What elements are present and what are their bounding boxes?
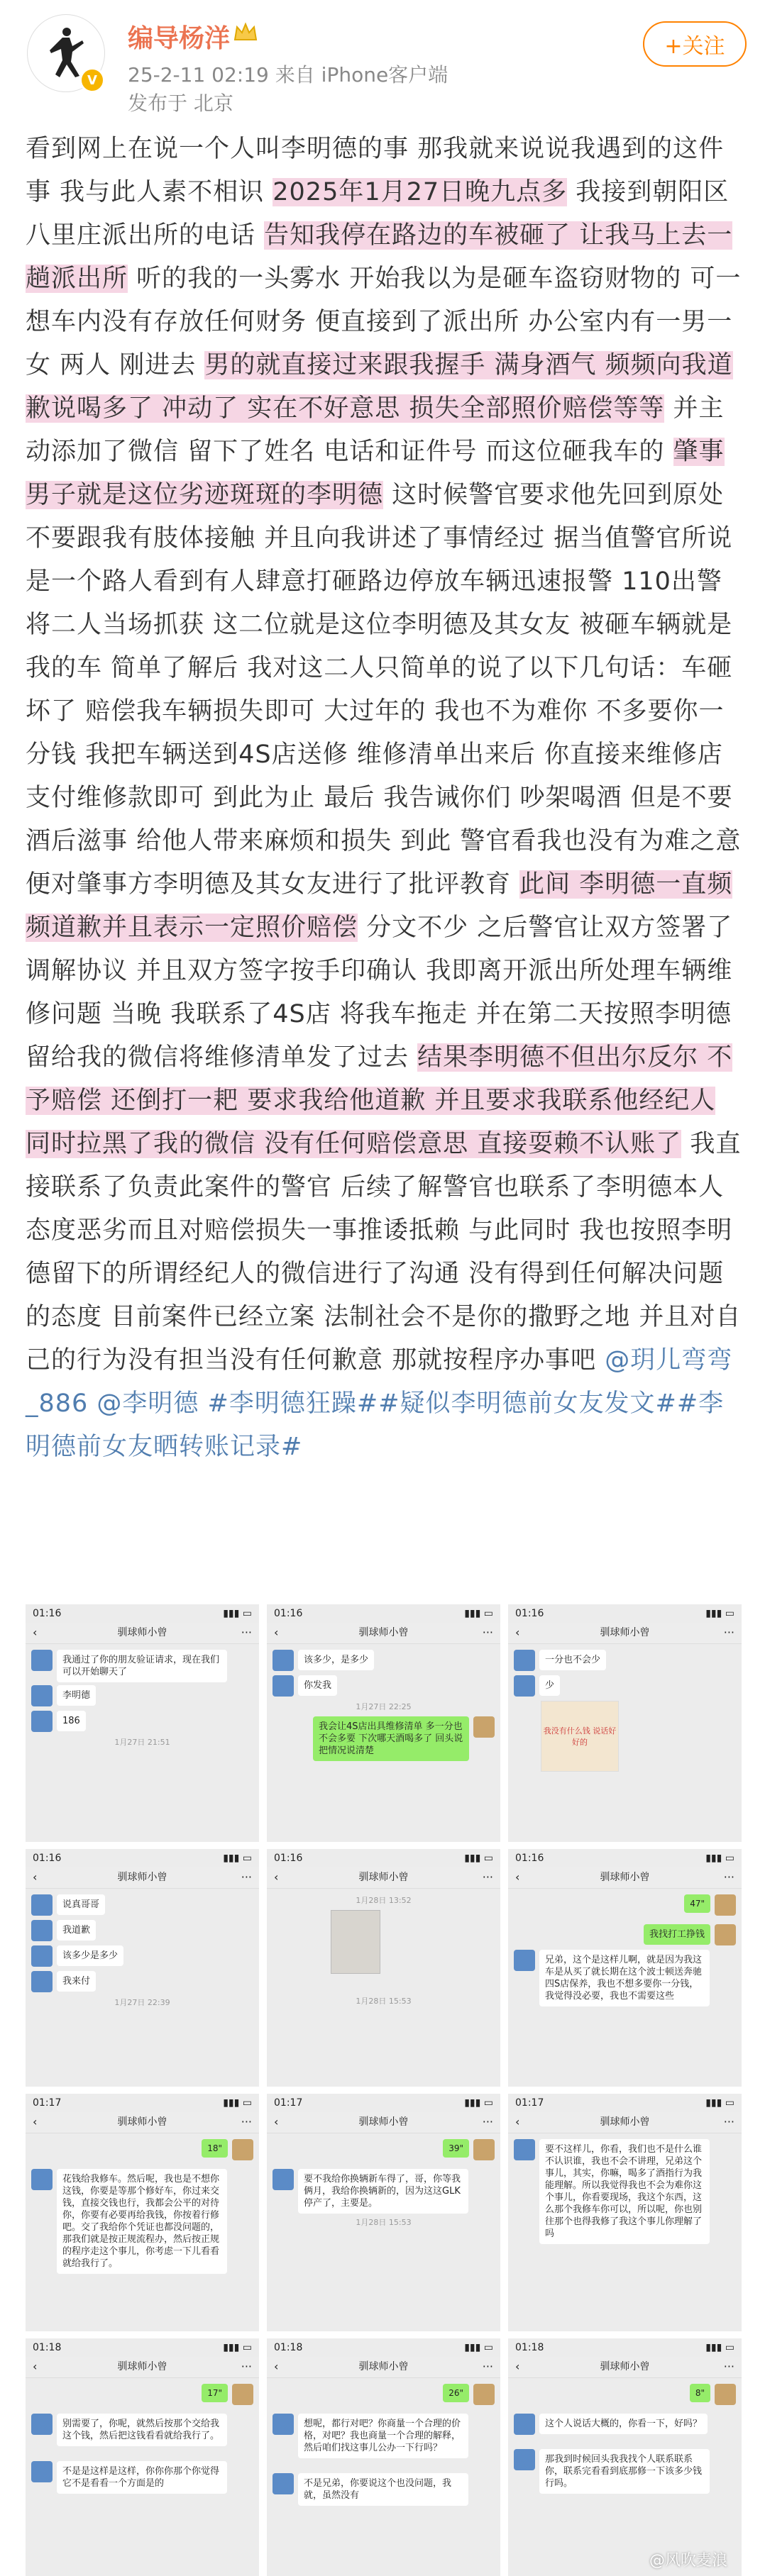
avatar	[31, 1920, 53, 1941]
chat-contact-name: 驯球师小曾	[117, 1872, 167, 1883]
back-arrow-icon[interactable]: ‹	[515, 2115, 520, 2128]
crown-badge-icon	[233, 21, 258, 43]
chat-bubble: 该多少是多少	[57, 1945, 123, 1966]
chat-title-bar	[508, 2112, 742, 2133]
chat-bubble: 我找打工挣钱	[644, 1924, 710, 1945]
chat-bubble: 别需要了，你呢，就然后按那个交给我这个钱，然后把这钱看看就给我行了。	[57, 2414, 227, 2446]
more-icon[interactable]: ···	[482, 2360, 493, 2373]
avatar	[273, 1650, 294, 1671]
avatar	[273, 2473, 294, 2494]
signal-battery-icon: ▮▮▮ ▭	[705, 2342, 734, 2353]
avatar	[715, 2384, 736, 2405]
post-meta: 25-2-11 02:19 来自 iPhone客户端	[128, 63, 448, 87]
verified-badge-icon: V	[79, 67, 105, 93]
avatar	[514, 1650, 535, 1671]
chat-body	[508, 2378, 742, 2576]
more-icon[interactable]: ···	[482, 2115, 493, 2128]
status-time: 01:16	[515, 1608, 544, 1619]
avatar	[31, 2461, 53, 2482]
status-bar	[267, 1849, 500, 1867]
status-time: 01:18	[274, 2342, 303, 2353]
avatar	[31, 2169, 53, 2190]
avatar	[232, 2139, 253, 2160]
status-bar	[267, 1604, 500, 1623]
back-arrow-icon[interactable]: ‹	[33, 1626, 38, 1639]
avatar	[473, 1716, 495, 1738]
status-time: 01:16	[515, 1853, 544, 1864]
avatar	[31, 1711, 53, 1732]
more-icon[interactable]: ···	[482, 1626, 493, 1639]
chat-timestamp: 1月27日 21:51	[114, 1738, 170, 1747]
signal-battery-icon: ▮▮▮ ▭	[223, 1853, 252, 1864]
chat-title-bar	[267, 2112, 500, 2133]
more-icon[interactable]: ···	[723, 2360, 734, 2373]
chat-screenshot[interactable]	[508, 1604, 742, 1842]
post-text: 看到网上在说一个人叫李明德的事 那我就来说说我遇到的这件事 我与此人素不相识	[26, 135, 725, 206]
chat-body	[508, 1644, 742, 1842]
back-arrow-icon[interactable]: ‹	[515, 1626, 520, 1639]
status-time: 01:16	[274, 1853, 303, 1864]
chat-bubble: 这个人说话大概的，你看一下，好吗？	[539, 2414, 708, 2434]
image-grid	[26, 1604, 741, 2575]
chat-body	[267, 1644, 500, 1842]
chat-timestamp: 1月27日 22:25	[356, 1702, 412, 1711]
chat-screenshot[interactable]	[26, 1604, 259, 1842]
status-time: 01:18	[515, 2342, 544, 2353]
avatar	[31, 1685, 53, 1706]
chat-contact-name: 驯球师小曾	[358, 1627, 409, 1638]
avatar	[715, 1894, 736, 1916]
highlighted-text: 男的就直接过来跟我握手 满身酒气 频频向我道歉说喝多了 冲动了 实在不好意思 损失全部照价赔偿等等	[26, 351, 733, 423]
chat-body	[26, 1889, 259, 2087]
watermark: @风吹麦浪	[649, 2552, 727, 2570]
signal-battery-icon: ▮▮▮ ▭	[223, 2097, 252, 2109]
more-icon[interactable]: ···	[241, 1626, 252, 1639]
chat-bubble: 一分也不会少	[539, 1650, 606, 1670]
status-time: 01:17	[33, 2097, 62, 2109]
post-header	[0, 0, 765, 142]
chat-timestamp: 1月28日 15:53	[356, 2218, 412, 2227]
chat-bubble: 要不这样儿，你看，我们也不是什么谁不认识谁，我也不会不讲理，兄弟这个事儿，其实，你嘛，喝多了酒指行为我能理解。所以我觉得我也不会为难你这个事儿，你看要现场，我这个东西，这么那个我修车你可以，所以呢，你也别往那个也得我修了我这个事儿你理解了吗	[539, 2139, 710, 2244]
voice-message[interactable]: 47"	[684, 1894, 710, 1913]
chat-screenshot[interactable]	[26, 2094, 259, 2331]
avatar	[514, 2449, 535, 2470]
document-photo[interactable]	[331, 1910, 380, 1974]
status-bar	[26, 2094, 259, 2112]
avatar	[473, 2384, 495, 2405]
avatar	[273, 2169, 294, 2190]
status-time: 01:17	[274, 2097, 303, 2109]
avatar	[31, 1945, 53, 1967]
chat-body	[26, 2133, 259, 2331]
back-arrow-icon[interactable]: ‹	[33, 2360, 38, 2373]
avatar	[273, 1675, 294, 1697]
chat-body	[26, 1644, 259, 1842]
signal-battery-icon: ▮▮▮ ▭	[705, 1608, 734, 1619]
signal-battery-icon: ▮▮▮ ▭	[464, 1608, 493, 1619]
back-arrow-icon[interactable]: ‹	[274, 1626, 279, 1639]
chat-bubble: 我来付	[57, 1971, 96, 1992]
status-bar	[267, 2094, 500, 2112]
chat-title-bar	[26, 1623, 259, 1644]
chat-bubble: 要不我给你换辆新车得了，哥，你等我俩月，我给你换辆新的，因为这这GLK停产了，主要是。	[298, 2169, 468, 2214]
more-icon[interactable]: ···	[241, 1870, 252, 1884]
chat-bubble: 想呢，都行对吧？你商量一个合理的价格，对吧？我也商量一个合理的解释，然后咱们找这事儿公办一下行吗？	[298, 2414, 468, 2458]
voice-message[interactable]: 17"	[202, 2384, 228, 2402]
chat-screenshot[interactable]	[267, 2094, 500, 2331]
chat-contact-name: 驯球师小曾	[600, 2116, 650, 2128]
highlighted-text: 此间 李明德一直频频道歉并且表示一定照价赔偿	[26, 870, 733, 942]
back-arrow-icon[interactable]: ‹	[515, 2360, 520, 2373]
chat-bubble: 186	[57, 1711, 86, 1731]
chat-contact-name: 驯球师小曾	[600, 2361, 650, 2372]
voice-message[interactable]: 26"	[443, 2384, 469, 2402]
chat-contact-name: 驯球师小曾	[117, 2361, 167, 2372]
post-text: 并主动添加了微信 留下了姓名 电话和证件号 而这位砸我车的	[26, 394, 725, 466]
back-arrow-icon[interactable]: ‹	[274, 2115, 279, 2128]
highlighted-text: 2025年1月27日晚九点多	[273, 178, 568, 206]
status-time: 01:16	[33, 1608, 62, 1619]
chat-body	[267, 2378, 500, 2576]
chat-screenshot[interactable]	[267, 1849, 500, 2087]
chat-contact-name: 驯球师小曾	[358, 1872, 409, 1883]
chat-body	[267, 1889, 500, 2087]
chat-body	[267, 2133, 500, 2331]
post-text: 这时候警官要求他先回到原处 不要跟我有肢体接触 并且向我讲述了事情经过 据当值警官所说 是一个路人看到有人肆意打砸路边停放车辆迅速报警 110出警将二人当场抓获 这二位就是这位李明德及其女友 被砸车辆就是我的车 简单了解后 我对这二人只简单的说了以下几句话：车砸坏了 赔偿我车辆损失即可 大过年的 我也不为难你 不多要你一分钱 我把车辆送到4S店送修 维修清单出来后 你直接来维修店支付维修款即可 到此为止 最后 我告诫你们 吵架喝酒 但是不要酒后滋事 给他人带来麻烦和损失 到此 警官看我也没有为难之意 便对肇事方李明德及其女友进行了批评教育	[26, 481, 742, 899]
chat-title-bar	[267, 2357, 500, 2378]
chat-title-bar	[508, 1623, 742, 1644]
avatar	[31, 1971, 53, 1992]
chat-title-bar	[26, 1867, 259, 1889]
post-text: 分文不少 之后警官让双方签署了调解协议 并且双方签字按手印确认 我即离开派出所处理车辆维修问题 当晚 我联系了4S店 将我车拖走 并在第二天按照李明德留给我的微信将维修清单发了过去	[26, 914, 733, 1072]
signal-battery-icon: ▮▮▮ ▭	[223, 1608, 252, 1619]
chat-bubble: 我道歉	[57, 1920, 96, 1941]
chat-title-bar	[508, 2357, 742, 2378]
chat-contact-name: 驯球师小曾	[117, 1627, 167, 1638]
chat-bubble: 该多少，是多少	[298, 1650, 374, 1670]
chat-contact-name: 驯球师小曾	[600, 1627, 650, 1638]
chat-bubble: 你发我	[298, 1675, 337, 1696]
more-icon[interactable]: ···	[241, 2360, 252, 2373]
avatar	[514, 1675, 535, 1697]
chat-contact-name: 驯球师小曾	[117, 2116, 167, 2128]
back-arrow-icon[interactable]: ‹	[274, 1870, 279, 1884]
chat-title-bar	[267, 1867, 500, 1889]
post-body	[26, 128, 742, 1469]
avatar	[514, 2414, 535, 2435]
signal-battery-icon: ▮▮▮ ▭	[464, 1853, 493, 1864]
signal-battery-icon: ▮▮▮ ▭	[464, 2342, 493, 2353]
chat-screenshot[interactable]	[26, 2338, 259, 2576]
avatar	[31, 1894, 53, 1916]
more-icon[interactable]: ···	[723, 2115, 734, 2128]
chat-screenshot[interactable]	[267, 2338, 500, 2576]
chat-screenshot[interactable]	[508, 2094, 742, 2331]
status-bar	[508, 1849, 742, 1867]
status-bar	[508, 2338, 742, 2357]
chat-screenshot[interactable]	[267, 1604, 500, 1842]
chat-contact-name: 驯球师小曾	[600, 1872, 650, 1883]
chat-bubble: 我会让4S店出具维修清单 多一分也不会多要 下次哪天酒喝多了 回头说把情况说清楚	[313, 1716, 469, 1761]
signal-battery-icon: ▮▮▮ ▭	[705, 1853, 734, 1864]
chat-title-bar	[26, 2357, 259, 2378]
avatar	[31, 1650, 53, 1671]
status-time: 01:17	[515, 2097, 544, 2109]
more-icon[interactable]: ···	[482, 1870, 493, 1884]
status-bar	[26, 1604, 259, 1623]
back-arrow-icon[interactable]: ‹	[274, 2360, 279, 2373]
chat-body	[26, 2378, 259, 2576]
avatar	[715, 1924, 736, 1945]
chat-timestamp: 1月28日 13:52	[356, 1896, 412, 1905]
more-icon[interactable]: ···	[723, 1626, 734, 1639]
chat-timestamp: 1月27日 22:39	[114, 1998, 170, 2007]
back-arrow-icon[interactable]: ‹	[33, 1870, 38, 1884]
status-bar	[508, 2094, 742, 2112]
post-text: 我接到朝阳区八里庄派出所的电话	[26, 178, 730, 250]
avatar	[31, 2414, 53, 2435]
signal-battery-icon: ▮▮▮ ▭	[464, 2097, 493, 2109]
avatar	[514, 2139, 535, 2160]
chat-title-bar	[26, 2112, 259, 2133]
voice-message[interactable]: 39"	[443, 2139, 469, 2158]
chat-body	[508, 2133, 742, 2331]
voice-message[interactable]: 18"	[202, 2139, 228, 2158]
status-bar	[267, 2338, 500, 2357]
signal-battery-icon: ▮▮▮ ▭	[705, 2097, 734, 2109]
chat-bubble: 不是兄弟，你要说这个也没问题，我就，虽然没有	[298, 2473, 468, 2506]
chat-bubble: 少	[539, 1675, 560, 1696]
status-time: 01:16	[33, 1853, 62, 1864]
chat-bubble: 不是是这样是这样，你你你那个你觉得它不是看看一个方面是的	[57, 2461, 227, 2494]
chat-title-bar	[267, 1623, 500, 1644]
avatar	[273, 2414, 294, 2435]
more-icon[interactable]: ···	[241, 2115, 252, 2128]
chat-bubble: 我通过了你的朋友验证请求，现在我们可以开始聊天了	[57, 1650, 227, 1682]
highlighted-text: 结果李明德不但出尔反尔 不予赔偿 还倒打一耙 要求我给他道歉 并且要求我联系他经纪人 同时拉黑了我的微信 没有任何赔偿意思 直接耍赖不认账了	[26, 1043, 733, 1158]
chat-body	[508, 1889, 742, 2087]
username[interactable]: 编导杨洋	[128, 24, 231, 53]
status-time: 01:18	[33, 2342, 62, 2353]
chat-title-bar	[508, 1867, 742, 1889]
chat-bubble: 兄弟，这个是这样儿啊，就是因为我这车是从买了就长期在这个波士顿送奔驰四S店保养，我也不想多要你一分钱，我觉得没必要，我也不需要这些	[539, 1950, 710, 2006]
chat-bubble: 说真哥哥	[57, 1894, 105, 1915]
back-arrow-icon[interactable]: ‹	[33, 2115, 38, 2128]
highlighted-text: 肇事男子就是这位劣迹斑斑的李明德	[26, 438, 725, 509]
status-bar	[508, 1604, 742, 1623]
voice-message[interactable]: 8"	[690, 2384, 710, 2402]
chat-screenshot[interactable]	[26, 1849, 259, 2087]
follow-button[interactable]: +关注	[643, 21, 747, 67]
post-text: 听的我的一头雾水 开始我以为是砸车盗窃财物的 可一想车内没有存放任何财务 便直接到了派出所 办公室内有一男一女 两人 刚进去	[26, 265, 742, 379]
chat-contact-name: 驯球师小曾	[358, 2116, 409, 2128]
status-bar	[26, 2338, 259, 2357]
post-text: 我直接联系了负责此案件的警官 后续了解警官也联系了李明德本人 态度恶劣而且对赔偿损失一事推诿抵赖 与此同时 我也按照李明德留下的所谓经纪人的微信进行了沟通 没有得到任何解决问题的态度 目前案件已经立案 法制社会不是你的撒野之地 并且对自己的行为没有担当没有任何歉意 那就按程序办事吧	[26, 1130, 742, 1375]
more-icon[interactable]: ···	[723, 1870, 734, 1884]
post-location: 发布于 北京	[128, 91, 233, 115]
signal-battery-icon: ▮▮▮ ▭	[223, 2342, 252, 2353]
status-bar	[26, 1849, 259, 1867]
mention-hashtags[interactable]: @玥儿弯弯_886 @李明德 #李明德狂躁##疑似李明德前女友发文##李明德前女友晒转账记录#	[26, 1346, 733, 1461]
chat-bubble: 李明德	[57, 1685, 96, 1706]
back-arrow-icon[interactable]: ‹	[515, 1870, 520, 1884]
chat-bubble: 花钱给我修车。然后呢，我也是不想你这钱，你要是等那个修好车，你过来交钱，直接交钱也行，我都会公平的对待你，你要有必要再给我钱，你按着行修吧。交了我给你个凭证也都没问题的，那我们就是按正规流程办，然后按正规的程序走这个事儿，你考虑一下儿看看就给我行了。	[57, 2169, 227, 2274]
chat-contact-name: 驯球师小曾	[358, 2361, 409, 2372]
highlighted-text: 告知我停在路边的车被砸了 让我马上去一趟派出所	[26, 221, 733, 293]
sticker-image[interactable]: 我没有什么钱 说话好好的	[541, 1701, 619, 1772]
avatar	[473, 2139, 495, 2160]
avatar	[514, 1950, 535, 1971]
status-time: 01:16	[274, 1608, 303, 1619]
chat-screenshot[interactable]	[508, 2338, 742, 2576]
chat-screenshot[interactable]	[508, 1849, 742, 2087]
chat-bubble: 那我到时候回头我我找个人联系联系你，联系完看看到底那修一下该多少钱行吗。	[539, 2449, 710, 2494]
chat-timestamp: 1月28日 15:53	[356, 1997, 412, 2006]
avatar	[232, 2384, 253, 2405]
